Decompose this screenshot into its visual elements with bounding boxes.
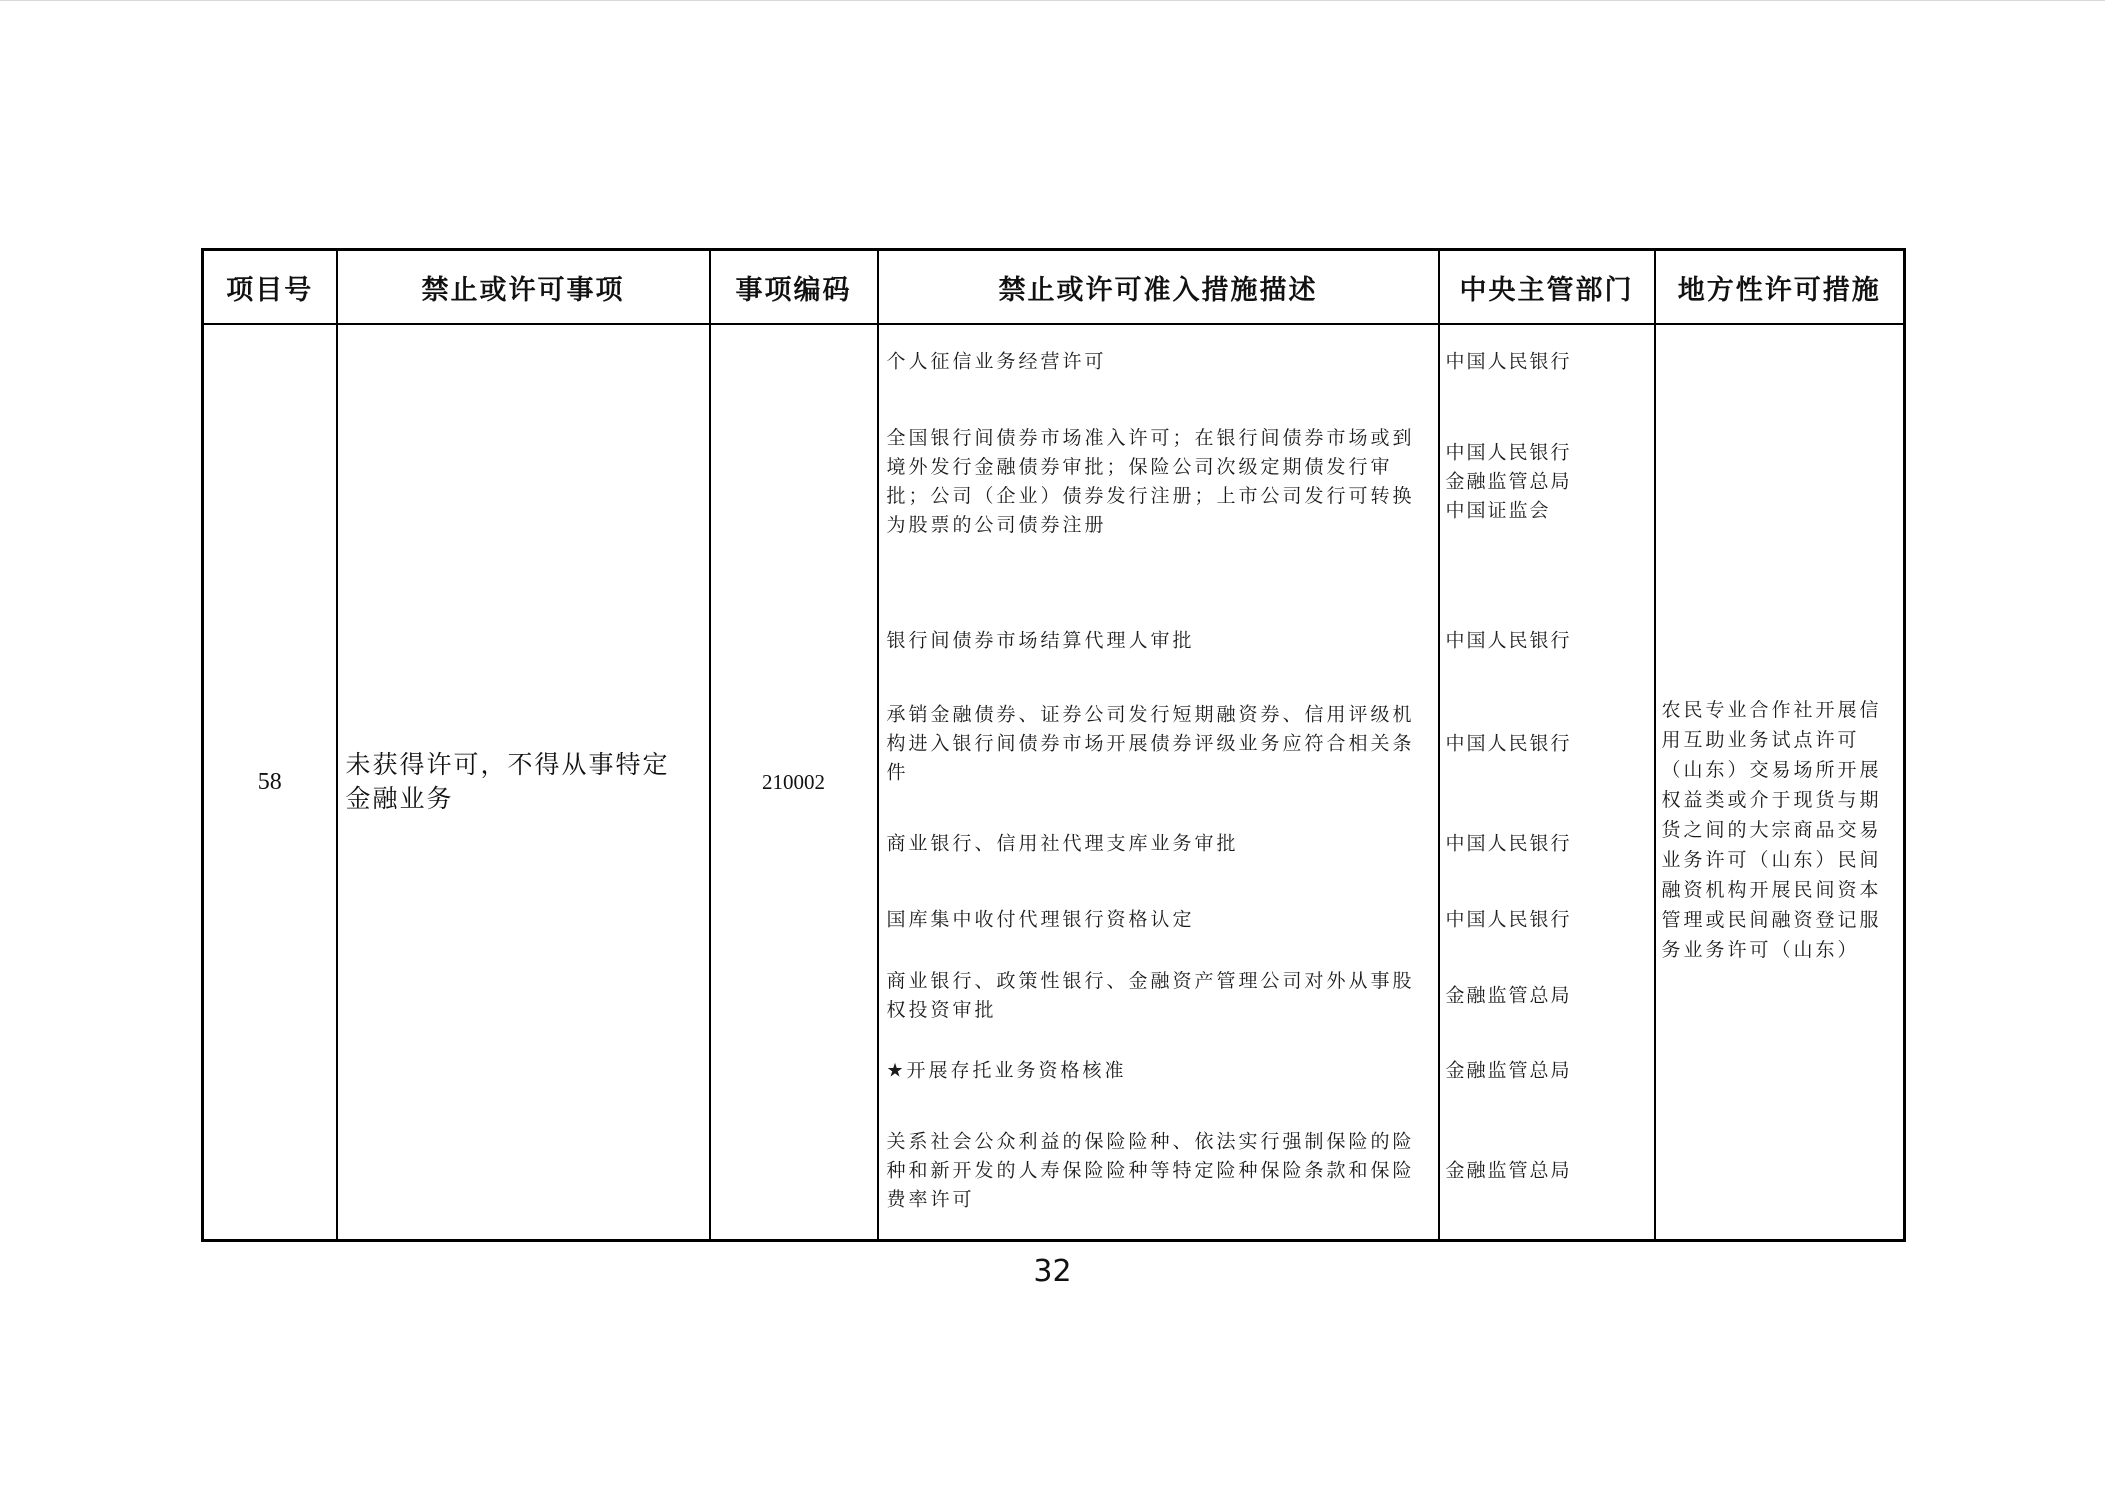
measure-department [1446, 1157, 1648, 1186]
measure-description: 全国银行间债券市场准入许可；在银行间债券市场或到境外发行金融债券审批；保险公司次级定期债发行审批；公司（企业）债券发行注册；上市公司发行可转换为股票的公司债券注册 [886, 427, 1415, 536]
item-name-cell: 未获得许可，不得从事特定金融业务 [337, 324, 710, 1241]
description-cell [878, 324, 1439, 1241]
measure-department [1446, 830, 1648, 859]
measure-description: 商业银行、政策性银行、金融资产管理公司对外从事股权投资审批 [886, 970, 1415, 1021]
measure-department [1446, 627, 1648, 656]
header-code: 事项编码 [710, 250, 878, 325]
measure-department [1446, 439, 1648, 526]
department-name: 中国人民银行 [1445, 832, 1572, 855]
measure-description: 国库集中收付代理银行资格认定 [886, 908, 1195, 931]
page-top-rule [0, 0, 2105, 1]
header-department: 中央主管部门 [1439, 250, 1655, 325]
item-number-cell: 58 [203, 324, 337, 1241]
measure-description: ★开展存托业务资格核准 [886, 1059, 1127, 1082]
measure-description: 个人征信业务经营许可 [886, 350, 1107, 373]
measure-description: 关系社会公众利益的保险险种、依法实行强制保险的险种和新开发的人寿保险险种等特定险种保险条款和保险费率许可 [886, 1130, 1415, 1211]
table-row [203, 324, 1905, 1241]
description-list [879, 325, 1438, 1237]
department-list [1440, 325, 1654, 1237]
measure-description: 承销金融债券、证券公司发行短期融资券、信用评级机构进入银行间债券市场开展债券评级业务应符合相关条件 [886, 703, 1415, 784]
header-item: 禁止或许可事项 [337, 250, 710, 325]
measure-description: 银行间债券市场结算代理人审批 [886, 629, 1195, 652]
local-measures-text: 农民专业合作社开展信用互助业务试点许可（山东）交易场所开展权益类或介于现货与期货之间的大宗商品交易业务许可（山东）民间融资机构开展民间资本管理或民间融资登记服务业务许可（山东） [1661, 699, 1882, 961]
department-name: 中国人民银行 [1445, 629, 1572, 652]
department-name: 金融监管总局 [1445, 470, 1572, 493]
measure-description: 商业银行、信用社代理支库业务审批 [886, 832, 1239, 855]
department-cell [1439, 324, 1655, 1241]
department-name: 中国人民银行 [1445, 908, 1572, 931]
local-measures-cell [1655, 324, 1905, 1241]
department-name: 中国证监会 [1445, 499, 1551, 522]
department-name: 金融监管总局 [1445, 1059, 1572, 1082]
measure-department [1446, 982, 1648, 1011]
page-number: 32 [1033, 1254, 1072, 1289]
header-item-no: 项目号 [203, 250, 337, 325]
item-code-cell: 210002 [710, 324, 878, 1241]
measure-department [1446, 1057, 1648, 1086]
header-row [203, 250, 1905, 325]
table-container [201, 248, 1903, 1242]
measure-department [1446, 348, 1648, 377]
header-local: 地方性许可措施 [1655, 250, 1905, 325]
department-name: 中国人民银行 [1445, 441, 1572, 464]
department-name: 中国人民银行 [1445, 732, 1572, 755]
department-name: 金融监管总局 [1445, 1159, 1572, 1182]
measure-department [1446, 906, 1648, 935]
header-description: 禁止或许可准入措施描述 [878, 250, 1439, 325]
department-name: 中国人民银行 [1445, 350, 1572, 373]
permit-table [201, 248, 1906, 1242]
department-name: 金融监管总局 [1445, 984, 1572, 1007]
measure-department [1446, 730, 1648, 759]
